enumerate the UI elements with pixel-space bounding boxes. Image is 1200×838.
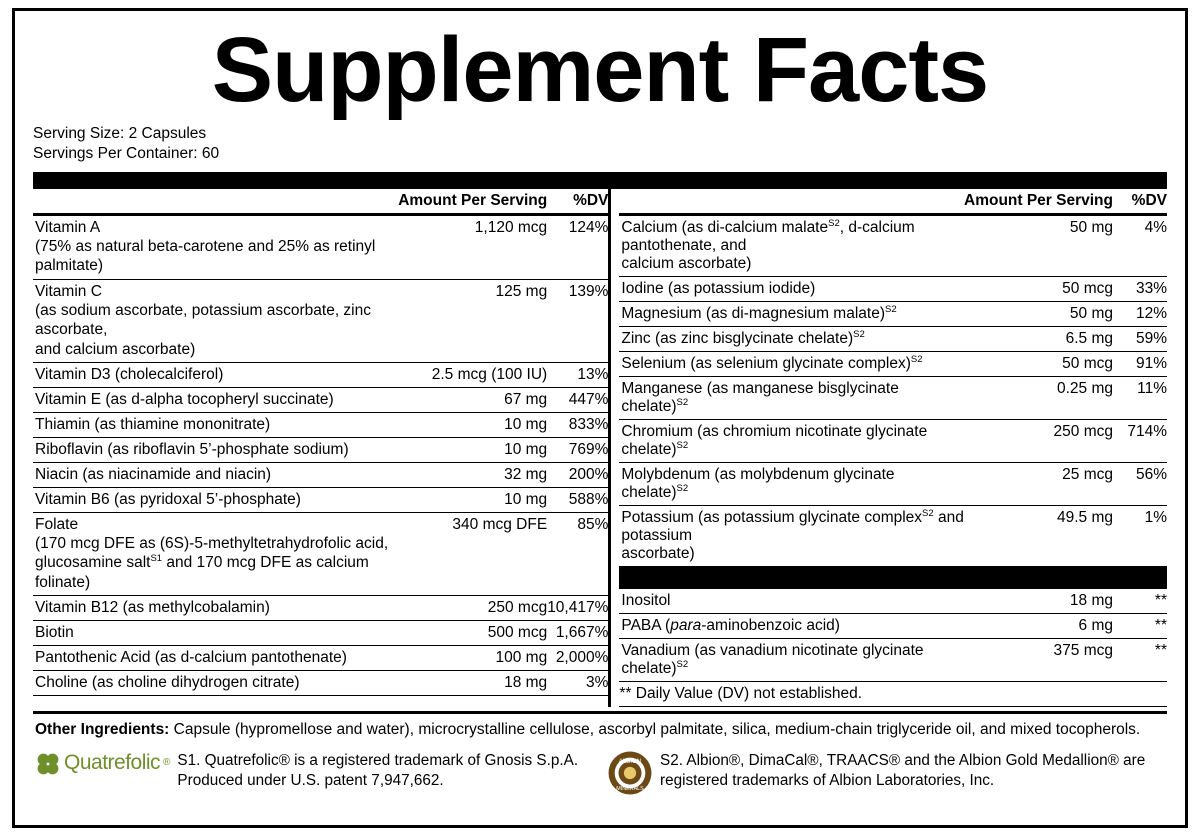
- nutrient-name: Vanadium (as vanadium nicotinate glycinate chelate)$^{S2}$: [619, 639, 964, 682]
- table-row: [619, 420, 1167, 463]
- nutrient-name: Manganese (as manganese bisglycinate chelate)$^{S2}$: [619, 377, 964, 420]
- top-black-bar: [33, 172, 1167, 189]
- nutrient-dv: 91%: [1113, 352, 1167, 377]
- nutrient-dv: 833%: [547, 412, 608, 437]
- nutrient-dv: 33%: [1113, 277, 1167, 302]
- nutrient-name: Vitamin A (75% as natural beta-carotene and 25% as retinyl palmitate): [33, 215, 398, 280]
- nutrient-amount: 340 mcg DFE: [398, 512, 547, 595]
- other-ingredients: [33, 714, 1167, 744]
- serving-info: [33, 124, 1167, 164]
- nutrient-dv: 1%: [1113, 506, 1167, 567]
- table-row: [33, 462, 608, 487]
- footnote-marker: S2: [676, 396, 689, 408]
- nutrient-dv: 13%: [547, 362, 608, 387]
- nutrient-name: Magnesium (as di-magnesium malate)$^{S2}$: [619, 302, 964, 327]
- nutrient-amount: 125 mg: [398, 279, 547, 362]
- table-row: [619, 506, 1167, 567]
- nutrient-dv: 10,417%: [547, 596, 608, 621]
- footnote-marker: S2: [676, 482, 689, 494]
- nutrient-amount: 50 mcg: [964, 352, 1113, 377]
- black-bar-cell: [619, 567, 1167, 589]
- footnote-marker: S1: [150, 553, 163, 565]
- nutrient-dv: 714%: [1113, 420, 1167, 463]
- table-row: [33, 215, 608, 280]
- nutrient-dv: 447%: [547, 387, 608, 412]
- quatrefolic-logo: [35, 750, 170, 777]
- table-row: [33, 487, 608, 512]
- nutrient-name: Biotin: [33, 621, 398, 646]
- nutrient-dv: **: [1113, 614, 1167, 639]
- table-row: [619, 352, 1167, 377]
- table-row: [33, 412, 608, 437]
- table-row: [619, 327, 1167, 352]
- nutrient-dv: 85%: [547, 512, 608, 595]
- nutrient-amount: 10 mg: [398, 412, 547, 437]
- quatrefolic-wordmark: Quatrefolic: [64, 751, 161, 775]
- table-row: [33, 437, 608, 462]
- nutrient-amount: 1,120 mcg: [398, 215, 547, 280]
- nutrient-name: Thiamin (as thiamine mononitrate): [33, 412, 398, 437]
- footnote-marker: S2: [922, 507, 934, 519]
- nutrient-name: Vitamin E (as d-alpha tocopheryl succinate): [33, 387, 398, 412]
- right-column-black-bar: [619, 567, 1167, 589]
- serving-size-line: Serving Size: 2 Capsules: [33, 125, 207, 143]
- nutrient-name: Vitamin B12 (as methylcobalamin): [33, 596, 398, 621]
- nutrient-amount: 100 mg: [398, 646, 547, 671]
- dv-footnote: ** Daily Value (DV) not established.: [619, 682, 1167, 707]
- table-row: [619, 302, 1167, 327]
- nutrient-amount: 32 mg: [398, 462, 547, 487]
- table-row: [619, 589, 1167, 614]
- nutrient-dv: **: [1113, 589, 1167, 614]
- table-row: [33, 387, 608, 412]
- nutrient-name: Iodine (as potassium iodide): [619, 277, 964, 302]
- nutrient-source: (170 mcg DFE as (6S)-5-methyltetrahydrofolic acid, glucosamine salt$^{S1}$ and 170 mcg DFE as calcium folinate): [35, 534, 389, 591]
- page-title: Supplement Facts: [211, 19, 989, 121]
- nutrient-name: Selenium (as selenium glycinate complex)$^{S2}$: [619, 352, 964, 377]
- left-nutrient-table: [33, 189, 608, 696]
- table-row: [619, 463, 1167, 506]
- nutrient-name: Vitamin B6 (as pyridoxal 5’-phosphate): [33, 487, 398, 512]
- other-ingredients-text: Capsule (hypromellose and water), microcrystalline cellulose, ascorbyl palmitate, silica, medium-chain triglyceride oil, and mixed tocopherols.: [169, 721, 1141, 739]
- left-amount-header: Amount Per Serving: [398, 189, 547, 215]
- table-row: [33, 596, 608, 621]
- nutrient-amount: 375 mcg: [964, 639, 1113, 682]
- supplement-facts-panel: [12, 8, 1188, 828]
- nutrient-name: Choline (as choline dihydrogen citrate): [33, 671, 398, 696]
- nutrient-name: Molybdenum (as molybdenum glycinate chelate)$^{S2}$: [619, 463, 964, 506]
- nutrient-dv: 2,000%: [547, 646, 608, 671]
- nutrient-dv: 588%: [547, 487, 608, 512]
- table-row: [33, 671, 608, 696]
- quatrefolic-registered-mark: ®: [163, 757, 171, 769]
- table-row: [619, 377, 1167, 420]
- left-nutrient-column: [33, 189, 611, 707]
- nutrient-dv: 3%: [547, 671, 608, 696]
- right-amount-header: Amount Per Serving: [964, 189, 1113, 215]
- nutrient-amount: 250 mcg: [398, 596, 547, 621]
- nutrient-dv: 124%: [547, 215, 608, 280]
- nutrient-source: (as sodium ascorbate, potassium ascorbate, zinc ascorbate, and calcium ascorbate): [35, 301, 371, 358]
- svg-text:MINERALS: MINERALS: [616, 786, 644, 793]
- table-row: [619, 215, 1167, 277]
- quatrefolic-trademark-block: [35, 750, 593, 796]
- albion-trademark-block: [607, 750, 1165, 796]
- dv-footnote-row: [619, 682, 1167, 707]
- clover-icon: [35, 751, 61, 777]
- nutrient-dv: 139%: [547, 279, 608, 362]
- footnote-marker: S2: [676, 439, 689, 451]
- table-row: [33, 646, 608, 671]
- nutrient-dv: 1,667%: [547, 621, 608, 646]
- table-row: [619, 277, 1167, 302]
- nutrient-amount: 50 mcg: [964, 277, 1113, 302]
- nutrient-name: Vitamin D3 (cholecalciferol): [33, 362, 398, 387]
- nutrient-amount: 50 mg: [964, 302, 1113, 327]
- nutrient-dv: 12%: [1113, 302, 1167, 327]
- trademark-notes: [33, 744, 1167, 796]
- nutrient-amount: 10 mg: [398, 487, 547, 512]
- table-row: [619, 614, 1167, 639]
- nutrient-amount: 0.25 mg: [964, 377, 1113, 420]
- albion-note: S2. Albion®, DimaCal®, TRAACS® and the Albion Gold Medallion® are registered trademarks of Albion Laboratories, Inc.: [660, 752, 1146, 789]
- table-row: [33, 279, 608, 362]
- nutrient-name: Riboflavin (as riboflavin 5’-phosphate sodium): [33, 437, 398, 462]
- nutrient-amount: 250 mcg: [964, 420, 1113, 463]
- nutrient-amount: 6 mg: [964, 614, 1113, 639]
- nutrient-dv: 200%: [547, 462, 608, 487]
- left-table-header: [33, 189, 608, 215]
- nutrient-name: Potassium (as potassium glycinate complex$^{S2}$ and potassium ascorbate): [619, 506, 964, 567]
- right-table-header: [619, 189, 1167, 215]
- right-nutrient-column: [611, 189, 1167, 707]
- table-row: [619, 639, 1167, 682]
- footnote-marker: S2: [676, 658, 689, 670]
- other-ingredients-label: Other Ingredients:: [35, 721, 170, 739]
- nutrient-dv: 56%: [1113, 463, 1167, 506]
- table-row: [33, 512, 608, 595]
- nutrient-amount: 49.5 mg: [964, 506, 1113, 567]
- nutrient-name: Niacin (as niacinamide and niacin): [33, 462, 398, 487]
- nutrient-name: Calcium (as di-calcium malate$^{S2}$, d-calcium pantothenate, and calcium ascorbate): [619, 215, 964, 277]
- left-dv-header: %DV: [547, 189, 608, 215]
- nutrient-amount: 25 mcg: [964, 463, 1113, 506]
- nutrient-dv: 4%: [1113, 215, 1167, 277]
- nutrient-name: PABA (para-aminobenzoic acid): [619, 614, 964, 639]
- nutrient-columns: [33, 189, 1167, 707]
- footnote-marker: S2: [828, 217, 840, 229]
- nutrient-amount: 67 mg: [398, 387, 547, 412]
- nutrient-name: Vitamin C (as sodium ascorbate, potassium ascorbate, zinc ascorbate, and calcium ascorbate): [33, 279, 398, 362]
- nutrient-amount: 2.5 mcg (100 IU): [398, 362, 547, 387]
- albion-seal-icon: [607, 750, 653, 796]
- nutrient-name: Chromium (as chromium nicotinate glycinate chelate)$^{S2}$: [619, 420, 964, 463]
- nutrient-name: Pantothenic Acid (as d-calcium pantothenate): [33, 646, 398, 671]
- nutrient-amount: 500 mcg: [398, 621, 547, 646]
- nutrient-dv: 769%: [547, 437, 608, 462]
- nutrient-name: Inositol: [619, 589, 964, 614]
- svg-text:ALBION: ALBION: [618, 758, 642, 766]
- nutrient-source: (75% as natural beta-carotene and 25% as retinyl palmitate): [35, 238, 376, 275]
- nutrient-name: Folate (170 mcg DFE as (6S)-5-methyltetrahydrofolic acid, glucosamine salt$^{S1}$ and 170 mcg DFE as calcium folinate): [33, 512, 398, 595]
- nutrient-amount: 18 mg: [964, 589, 1113, 614]
- nutrient-amount: 18 mg: [398, 671, 547, 696]
- nutrient-dv: **: [1113, 639, 1167, 682]
- nutrient-dv: 11%: [1113, 377, 1167, 420]
- footnote-marker: S2: [885, 303, 897, 315]
- table-row: [33, 362, 608, 387]
- nutrient-amount: 50 mg: [964, 215, 1113, 277]
- nutrient-amount: 6.5 mg: [964, 327, 1113, 352]
- servings-per-container-line: Servings Per Container: 60: [33, 145, 220, 163]
- quatrefolic-note: S1. Quatrefolic® is a registered trademark of Gnosis S.p.A. Produced under U.S. patent 7,947,662.: [177, 752, 579, 789]
- right-dv-header: %DV: [1113, 189, 1167, 215]
- footnote-marker: S2: [910, 353, 923, 365]
- nutrient-dv: 59%: [1113, 327, 1167, 352]
- right-nutrient-table: [619, 189, 1167, 707]
- footnote-marker: S2: [853, 328, 865, 340]
- nutrient-name: Zinc (as zinc bisglycinate chelate)$^{S2}$: [619, 327, 964, 352]
- table-row: [33, 621, 608, 646]
- nutrient-amount: 10 mg: [398, 437, 547, 462]
